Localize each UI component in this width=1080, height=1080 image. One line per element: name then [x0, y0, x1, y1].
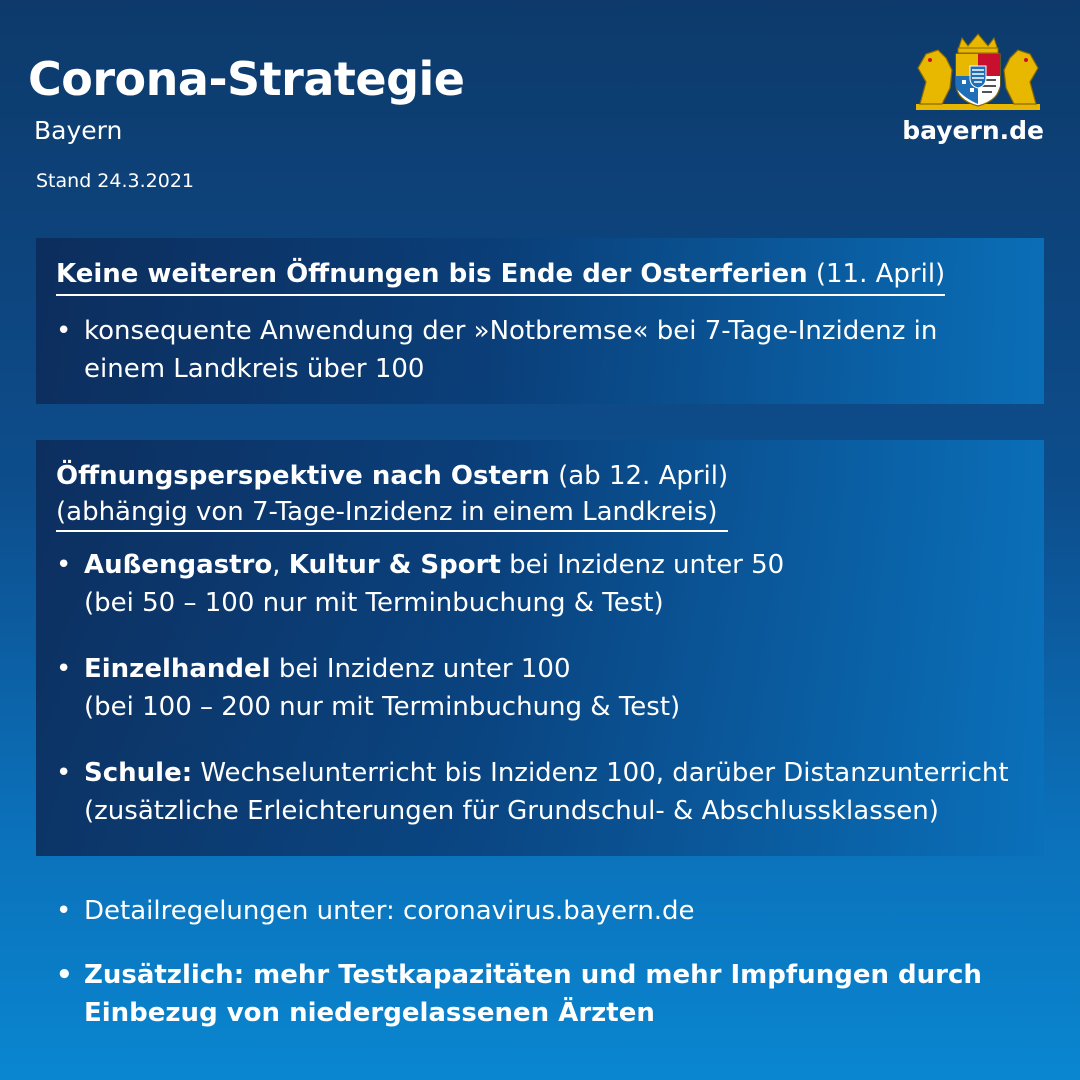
- list-item-line: (bei 100 – 200 nur mit Terminbuchung & Test): [84, 692, 681, 722]
- section-heading: [56, 458, 728, 532]
- list-item-line: • konsequente Anwendung der »Notbremse« bei 7-Tage-Inzidenz in: [84, 316, 938, 346]
- list-item: [56, 956, 1046, 1032]
- list-item-line: [84, 546, 1044, 584]
- section-heading-date: (ab 12. April): [558, 461, 729, 491]
- status-date: Stand 24.3.2021: [36, 170, 194, 192]
- section-no-openings: [36, 238, 1044, 404]
- section-opening-perspective: [36, 440, 1044, 856]
- list-item-bold: Einzelhandel: [84, 654, 271, 684]
- list-item-separator: ,: [272, 550, 289, 580]
- list-item-text: Wechselunterricht bis Inzidenz 100, darüber Distanzunterricht: [192, 758, 1009, 788]
- list-item-line: einem Landkreis über 100: [84, 354, 425, 384]
- list-item-bold: Außengastro: [84, 550, 273, 580]
- site-url: bayern.de: [902, 116, 1044, 145]
- list-item-line: (bei 50 – 100 nur mit Terminbuchung & Test): [84, 588, 664, 618]
- section-heading-date: (11. April): [815, 259, 946, 289]
- section-heading-bold: Keine weiteren Öffnungen bis Ende der Osterferien: [56, 259, 808, 289]
- list-item-text: bei Inzidenz unter 100: [270, 654, 571, 684]
- section-heading-note: (abhängig von 7-Tage-Inzidenz in einem Landkreis): [56, 497, 718, 527]
- list-item-line: [84, 754, 1044, 792]
- list-item: [56, 546, 1044, 622]
- list-item-line: (zusätzliche Erleichterungen für Grundschul- & Abschlussklassen): [84, 796, 939, 826]
- page-subtitle: Bayern: [34, 116, 123, 145]
- list-item-bold: Kultur & Sport: [288, 550, 501, 580]
- footer-list: [56, 892, 1046, 1058]
- list-item: [56, 754, 1044, 830]
- page-title: Corona-Strategie: [28, 52, 465, 106]
- section-heading: [56, 256, 945, 296]
- list-item-line: • Detailregelungen unter: coronavirus.bayern.de: [84, 896, 695, 926]
- section-heading-bold: Öffnungsperspektive nach Ostern: [56, 461, 550, 491]
- bullet-list: [56, 546, 1044, 830]
- list-item-bold: Schule:: [84, 758, 193, 788]
- bavarian-coat-of-arms-icon: [912, 32, 1044, 112]
- list-item-line: • Zusätzlich: mehr Testkapazitäten und mehr Impfungen durch: [84, 960, 982, 990]
- list-item: [56, 892, 1046, 930]
- list-item-line: Einbezug von niedergelassenen Ärzten: [84, 998, 655, 1028]
- list-item-text: bei Inzidenz unter 50: [500, 550, 785, 580]
- bullet-list: [56, 312, 1044, 388]
- list-item: [56, 312, 1044, 388]
- list-item: [56, 650, 1044, 726]
- list-item-line: [84, 650, 1044, 688]
